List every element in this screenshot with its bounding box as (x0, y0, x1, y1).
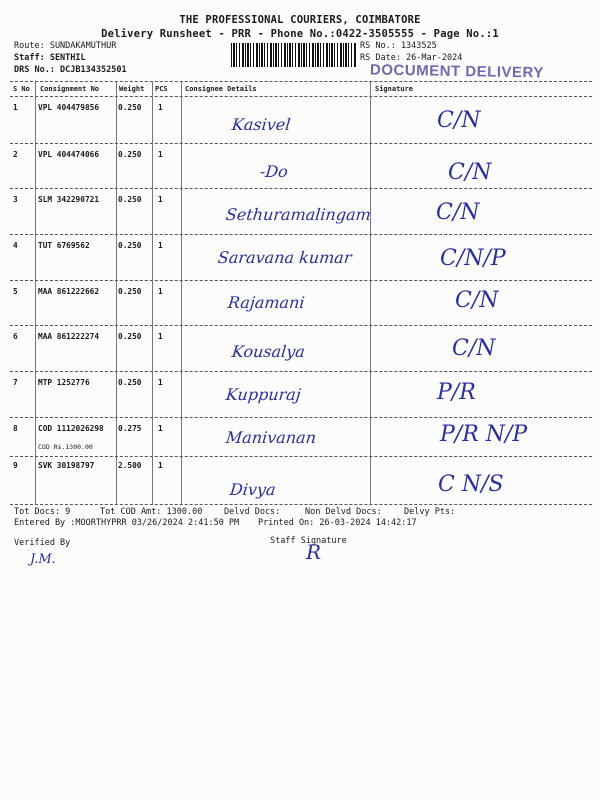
signature-handwriting: C/N (455, 288, 499, 313)
row-sno: 5 (13, 287, 18, 296)
consignee-handwriting: Kousalya (231, 342, 306, 361)
verified-by-label: Verified By (14, 538, 71, 548)
row-sno: 7 (13, 378, 18, 387)
col-pcs: PCS (155, 85, 168, 93)
col-divider (152, 82, 153, 505)
col-divider (181, 82, 182, 505)
row-consignment: TUT 6769562 (38, 241, 90, 250)
row-sno: 3 (13, 195, 18, 204)
col-divider (370, 82, 371, 505)
row-rule (10, 456, 592, 457)
non-delivered-docs: Non Delvd Docs: (305, 507, 382, 517)
delivered-docs: Delvd Docs: (224, 507, 281, 517)
row-weight: 0.275 (118, 424, 142, 433)
cod-amount: COD Rs.1300.00 (38, 443, 93, 451)
signature-handwriting: C/N (448, 160, 492, 185)
row-sno: 4 (13, 241, 18, 250)
document-title: THE PROFESSIONAL COURIERS, COIMBATORE (179, 14, 421, 26)
consignee-handwriting: Rajamani (227, 293, 306, 312)
table-bottom-rule (10, 504, 592, 505)
col-sno: S No (13, 85, 30, 93)
row-sno: 9 (13, 461, 18, 470)
row-pcs: 1 (158, 461, 163, 470)
staff-signature-label: Staff Signature (270, 536, 347, 546)
staff-signature: R (306, 540, 322, 564)
row-pcs: 1 (158, 332, 163, 341)
rs-date: RS Date: 26-Mar-2024 (360, 53, 463, 63)
col-divider (35, 82, 36, 505)
signature-handwriting: C N/S (438, 472, 504, 497)
row-weight: 0.250 (118, 332, 142, 341)
signature-handwriting: C/N (452, 336, 496, 361)
col-weight: Weight (119, 85, 145, 93)
consignee-handwriting: Saravana kumar (217, 248, 353, 267)
row-pcs: 1 (158, 287, 163, 296)
row-weight: 0.250 (118, 287, 142, 296)
row-consignment: MAA 861222274 (38, 332, 100, 341)
header-bottom-rule (10, 96, 592, 97)
verifier-signature: J.M. (30, 552, 56, 567)
row-weight: 2.500 (118, 461, 142, 470)
barcode (231, 43, 357, 67)
row-sno: 2 (13, 150, 18, 159)
col-consignment: Consignment No (40, 85, 100, 93)
row-pcs: 1 (158, 241, 163, 250)
consignee-handwriting: Sethuramalingam (225, 205, 372, 224)
row-consignment: VPL 404479856 (38, 103, 100, 112)
signature-handwriting: C/N (437, 108, 481, 133)
row-rule (10, 280, 592, 281)
row-consignment: MTP 1252776 (38, 378, 90, 387)
row-rule (10, 371, 592, 372)
row-pcs: 1 (158, 103, 163, 112)
row-rule (10, 234, 592, 235)
total-docs: Tot Docs: 9 (14, 507, 71, 517)
row-pcs: 1 (158, 195, 163, 204)
staff-label: Staff: SENTHIL (14, 53, 86, 63)
row-consignment: MAA 861222662 (38, 287, 100, 296)
document-delivery-stamp: DOCUMENT DELIVERY (369, 61, 544, 82)
rs-number: RS No.: 1343525 (360, 41, 437, 51)
row-rule (10, 143, 592, 144)
row-sno: 1 (13, 103, 18, 112)
consignee-handwriting: Kasivel (231, 115, 292, 134)
row-weight: 0.250 (118, 103, 142, 112)
total-cod-amount: Tot COD Amt: 1300.00 (100, 507, 203, 517)
header-top-rule (10, 81, 592, 82)
row-weight: 0.250 (118, 150, 142, 159)
row-rule (10, 417, 592, 418)
row-pcs: 1 (158, 424, 163, 433)
consignee-handwriting: Divya (229, 480, 277, 499)
consignee-handwriting: -Do (259, 162, 289, 181)
row-consignment: COD 1112026298 (38, 424, 104, 433)
signature-handwriting: P/R N/P (440, 422, 528, 447)
row-sno: 6 (13, 332, 18, 341)
row-weight: 0.250 (118, 378, 142, 387)
row-rule (10, 325, 592, 326)
row-sno: 8 (13, 424, 18, 433)
col-signature: Signature (375, 85, 413, 93)
signature-handwriting: C/N/P (440, 246, 506, 271)
printed-on: Printed On: 26-03-2024 14:42:17 (258, 518, 417, 528)
drs-number: DRS No.: DCJB134352501 (14, 65, 127, 75)
row-weight: 0.250 (118, 241, 142, 250)
row-consignment: SVK 30198797 (38, 461, 95, 470)
row-pcs: 1 (158, 378, 163, 387)
signature-handwriting: P/R (437, 380, 476, 405)
entered-by: Entered By :MOORTHYPRR 03/26/2024 2:41:50 PM (14, 518, 240, 528)
row-rule (10, 188, 592, 189)
row-consignment: SLM 342290721 (38, 195, 100, 204)
row-weight: 0.250 (118, 195, 142, 204)
consignee-handwriting: Kuppuraj (225, 385, 302, 404)
delivery-points: Delvy Pts: (404, 507, 456, 517)
document-subtitle: Delivery Runsheet - PRR - Phone No.:0422-3505555 - Page No.:1 (101, 28, 499, 40)
col-divider (116, 82, 117, 505)
row-pcs: 1 (158, 150, 163, 159)
row-consignment: VPL 404474066 (38, 150, 100, 159)
consignee-handwriting: Manivanan (225, 428, 318, 447)
col-consignee: Consignee Details (185, 85, 257, 93)
signature-handwriting: C/N (436, 200, 480, 225)
route-label: Route: SUNDAKAMUTHUR (14, 41, 117, 51)
